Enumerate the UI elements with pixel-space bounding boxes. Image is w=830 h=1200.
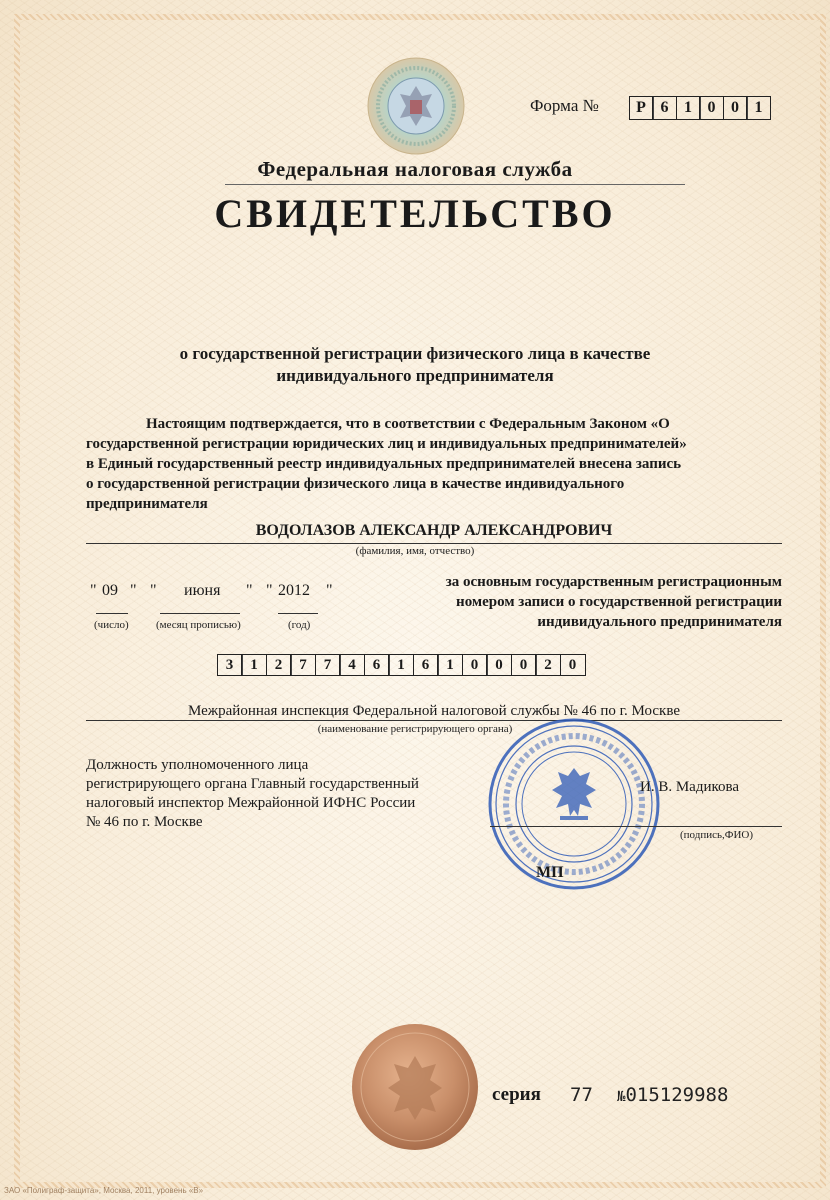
form-code-cell: 0 — [723, 96, 748, 120]
ogrn-cell: 2 — [266, 654, 292, 676]
form-code-cell: 0 — [699, 96, 724, 120]
agency-name: Федеральная налоговая служба — [257, 157, 573, 181]
registration-line: за основным государственным регистрационным — [445, 574, 782, 590]
ogrn-cell: 0 — [462, 654, 488, 676]
ogrn-cell: 6 — [413, 654, 439, 676]
ogrn-cell: 2 — [535, 654, 561, 676]
divider — [490, 826, 782, 827]
registration-line: номером записи о государственной регистрации — [456, 594, 782, 610]
form-code-cell: Р — [629, 96, 654, 120]
registration-number-cells — [218, 654, 586, 676]
quote-mark: " — [266, 582, 273, 599]
gold-seal-icon — [350, 1022, 480, 1152]
body-line: государственной регистрации юридических лиц и индивидуальных предпринимателей» — [86, 436, 687, 452]
document-subtitle — [0, 343, 830, 387]
body-line: о государственной регистрации физического лица в качестве индивидуального — [86, 476, 625, 492]
round-stamp-icon — [486, 716, 662, 892]
body-text — [86, 414, 786, 514]
ogrn-cell: 3 — [217, 654, 243, 676]
form-label: Форма № — [530, 96, 599, 115]
official-line: Должность уполномоченного лица — [86, 757, 309, 773]
date-year: 2012 — [278, 582, 310, 599]
divider — [86, 720, 782, 721]
series-number: 77 — [570, 1084, 593, 1106]
quote-mark: " — [90, 582, 97, 599]
form-code-cell: 6 — [652, 96, 677, 120]
body-line: предпринимателя — [86, 496, 208, 512]
ogrn-cell: 4 — [339, 654, 365, 676]
divider — [86, 543, 782, 544]
serial-prefix: № — [617, 1089, 626, 1105]
quote-mark: " — [326, 582, 333, 599]
official-line: № 46 по г. Москве — [86, 814, 203, 830]
subtitle-line: индивидуального предпринимателя — [276, 366, 554, 385]
person-name: ВОДОЛАЗОВ АЛЕКСАНДР АЛЕКСАНДРОВИЧ — [255, 522, 613, 539]
document-title: СВИДЕТЕЛЬСТВО — [214, 191, 616, 236]
series-label: серия — [492, 1084, 541, 1105]
hologram-emblem-icon — [366, 56, 466, 156]
divider — [96, 613, 128, 614]
registration-line: индивидуального предпринимателя — [537, 614, 782, 630]
ogrn-cell: 1 — [241, 654, 267, 676]
ogrn-cell: 0 — [511, 654, 537, 676]
seal-place-label: МП — [536, 864, 564, 881]
date-month-caption: (месяц прописью) — [156, 619, 241, 631]
serial-value: 015129988 — [625, 1084, 729, 1106]
divider — [278, 613, 318, 614]
form-code-cells — [630, 96, 771, 120]
inspection-name: Межрайонная инспекция Федеральной налоговой службы № 46 по г. Москве — [187, 703, 680, 719]
form-code-cell: 1 — [746, 96, 771, 120]
inspection-caption: (наименование регистрирующего органа) — [317, 723, 513, 735]
official-line: регистрирующего органа Главный государственный — [86, 776, 419, 792]
form-code-cell: 1 — [676, 96, 701, 120]
serial-number — [617, 1084, 728, 1106]
quote-mark: " — [246, 582, 253, 599]
quote-mark: " — [150, 582, 157, 599]
date-day-caption: (число) — [94, 619, 129, 631]
signer-name: И. В. Мадикова — [640, 779, 740, 795]
official-position — [86, 756, 486, 832]
subtitle-line: о государственной регистрации физического лица в качестве — [179, 344, 651, 363]
date-year-caption: (год) — [288, 619, 311, 631]
ogrn-cell: 7 — [290, 654, 316, 676]
divider — [225, 184, 685, 185]
body-line: в Единый государственный реестр индивидуальных предпринимателей внесена запись — [86, 456, 682, 472]
ogrn-cell: 6 — [364, 654, 390, 676]
person-name-caption: (фамилия, имя, отчество) — [355, 545, 475, 557]
ogrn-cell: 0 — [560, 654, 586, 676]
quote-mark: " — [130, 582, 137, 599]
date-day: 09 — [102, 582, 118, 599]
printer-footer: ЗАО «Полиграф-защита», Москва, 2011, уровень «В» — [4, 1186, 204, 1195]
registration-text — [390, 572, 782, 632]
official-line: налоговый инспектор Межрайонной ИФНС России — [86, 795, 416, 811]
divider — [160, 613, 240, 614]
ogrn-cell: 0 — [486, 654, 512, 676]
ogrn-cell: 1 — [437, 654, 463, 676]
ogrn-cell: 7 — [315, 654, 341, 676]
body-line: Настоящим подтверждается, что в соответствии с Федеральным Законом «О — [146, 416, 670, 432]
signature-caption: (подпись,ФИО) — [680, 829, 753, 841]
ogrn-cell: 1 — [388, 654, 414, 676]
date-month: июня — [184, 582, 221, 599]
